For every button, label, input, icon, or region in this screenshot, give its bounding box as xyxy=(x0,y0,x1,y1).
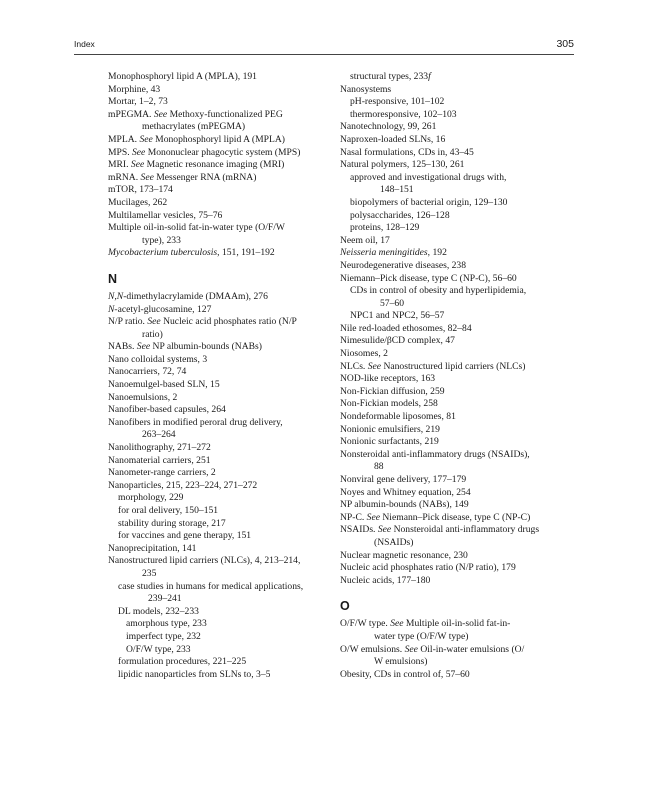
index-entry: N-acetyl-glucosamine, 127 xyxy=(108,303,212,315)
index-entry: 57–60 xyxy=(380,297,404,309)
index-entry: N,N-dimethylacrylamide (DMAAm), 276 xyxy=(108,290,268,302)
index-entry: Nucleic acids, 177–180 xyxy=(340,574,431,586)
index-entry: NOD-like receptors, 163 xyxy=(340,373,436,385)
index-entry: Multiple oil-in-solid fat-in-water type (O/F/W xyxy=(108,222,285,234)
index-entry: Neem oil, 17 xyxy=(340,234,390,246)
index-entry: 148–151 xyxy=(380,184,414,196)
index-entry: Nimesulide/βCD complex, 47 xyxy=(340,335,455,347)
index-entry: N/P ratio. See Nucleic acid phosphates ratio (N/P xyxy=(108,316,297,328)
index-entry: Nonsteroidal anti-inflammatory drugs (NSAIDs), xyxy=(340,448,530,460)
section-letter-heading: N xyxy=(108,271,118,286)
index-entry: ratio) xyxy=(142,328,163,340)
index-entry: water type (O/F/W type) xyxy=(374,630,469,642)
index-entry: case studies in humans for medical applications, xyxy=(118,580,304,592)
index-entry: Obesity, CDs in control of, 57–60 xyxy=(340,668,470,680)
index-entry: O/F/W type, 233 xyxy=(126,643,191,655)
index-entry: NSAIDs. See Nonsteroidal anti-inflammatory drugs xyxy=(340,524,540,536)
section-letter-heading: O xyxy=(340,599,350,614)
page-number: 305 xyxy=(556,38,574,50)
index-entry: Non-Fickian diffusion, 259 xyxy=(340,385,445,397)
index-entry: Nucleic acid phosphates ratio (N/P ratio), 179 xyxy=(340,562,516,574)
index-entry: mTOR, 173–174 xyxy=(108,184,173,196)
index-entry: Multilamellar vesicles, 75–76 xyxy=(108,209,223,221)
index-entry: Nanocarriers, 72, 74 xyxy=(108,366,187,378)
index-entry: NPC1 and NPC2, 56–57 xyxy=(350,310,445,322)
index-entry: Nondeformable liposomes, 81 xyxy=(340,411,456,423)
index-entry: MRI. See Magnetic resonance imaging (MRI) xyxy=(108,159,285,171)
index-entry: amorphous type, 233 xyxy=(126,618,207,630)
index-entry: Nanolithography, 271–272 xyxy=(108,442,211,454)
index-entry: structural types, 233f xyxy=(350,71,431,82)
index-column-left xyxy=(108,71,338,681)
index-entry: mPEGMA. See Methoxy-functionalized PEG xyxy=(108,108,283,120)
index-entry: 88 xyxy=(374,461,384,473)
index-entry: Nanoprecipitation, 141 xyxy=(108,542,197,554)
index-entry: Mucilages, 262 xyxy=(108,196,168,208)
index-entry: pH-responsive, 101–102 xyxy=(350,96,445,108)
index-entry: Nuclear magnetic resonance, 230 xyxy=(340,549,468,561)
index-entry: Nanostructured lipid carriers (NLCs), 4, 213–214, xyxy=(108,555,301,567)
index-entry: Nonionic surfactants, 219 xyxy=(340,436,439,448)
index-entry: Niemann–Pick disease, type C (NP-C), 56–60 xyxy=(340,272,517,284)
index-entry: Nanoparticles, 215, 223–224, 271–272 xyxy=(108,479,258,491)
index-entry: Mortar, 1–2, 73 xyxy=(108,96,168,108)
index-entry: O/F/W type. See Multiple oil-in-solid fat-in- xyxy=(340,618,511,630)
section-title: Index xyxy=(74,39,95,49)
index-entry: Morphine, 43 xyxy=(108,83,161,95)
index-entry: Nile red-loaded ethosomes, 82–84 xyxy=(340,322,472,334)
index-entry: morphology, 229 xyxy=(118,492,184,504)
index-entry: NABs. See NP albumin-bounds (NABs) xyxy=(108,341,262,353)
index-entry: for oral delivery, 150–151 xyxy=(118,505,219,516)
index-entry: thermoresponsive, 102–103 xyxy=(350,108,457,120)
index-entry: Nanometer-range carriers, 2 xyxy=(108,467,216,479)
index-entry: stability during storage, 217 xyxy=(118,517,226,529)
index-entry: for vaccines and gene therapy, 151 xyxy=(118,530,252,542)
index-entry: Nasal formulations, CDs in, 43–45 xyxy=(340,146,474,158)
index-entry: Nanotechnology, 99, 261 xyxy=(340,121,437,133)
index-entry: Monophosphoryl lipid A (MPLA), 191 xyxy=(108,71,257,82)
index-entry: O/W emulsions. See Oil-in-water emulsions (O/ xyxy=(340,643,525,655)
index-entry: (NSAIDs) xyxy=(374,536,414,548)
index-entry: 263–264 xyxy=(142,429,176,441)
index-entry: 235 xyxy=(142,567,157,579)
index-entry: lipidic nanoparticles from SLNs to, 3–5 xyxy=(118,668,271,680)
index-entry: Natural polymers, 125–130, 261 xyxy=(340,159,465,171)
index-entry: DL models, 232–233 xyxy=(118,605,199,617)
index-column-right xyxy=(340,71,585,681)
index-entry: NP albumin-bounds (NABs), 149 xyxy=(340,499,469,511)
index-entry: Nanofibers in modified peroral drug delivery, xyxy=(108,416,283,428)
index-entry: proteins, 128–129 xyxy=(350,222,420,234)
index-entry: approved and investigational drugs with, xyxy=(350,171,507,183)
index-entry: Nanoemulsions, 2 xyxy=(108,391,178,403)
running-header xyxy=(74,38,574,55)
index-entry: Nanoemulgel-based SLN, 15 xyxy=(108,379,220,391)
index-entry: CDs in control of obesity and hyperlipidemia, xyxy=(350,285,527,297)
index-entry: formulation procedures, 221–225 xyxy=(118,656,247,668)
index-entry: NLCs. See Nanostructured lipid carriers (NLCs) xyxy=(340,360,526,372)
index-entry: Niosomes, 2 xyxy=(340,348,388,360)
index-entry: Neurodegenerative diseases, 238 xyxy=(340,259,467,271)
index-entry: Naproxen-loaded SLNs, 16 xyxy=(340,133,446,145)
index-entry: Nonionic emulsifiers, 219 xyxy=(340,423,440,435)
index-entry: Mycobacterium tuberculosis, 151, 191–192 xyxy=(108,247,275,259)
index-entry: MPS. See Mononuclear phagocytic system (MPS) xyxy=(108,146,301,158)
index-entry: Nanosystems xyxy=(340,83,392,95)
index-entry: Nanomaterial carriers, 251 xyxy=(108,454,211,466)
index-entry: Non-Fickian models, 258 xyxy=(340,398,438,410)
index-entry: Nanofiber-based capsules, 264 xyxy=(108,404,226,416)
index-entry: methacrylates (mPEGMA) xyxy=(142,121,246,133)
index-entry: Nano colloidal systems, 3 xyxy=(108,353,208,365)
index-entry: Nonviral gene delivery, 177–179 xyxy=(340,474,467,485)
index-entry: Neisseria meningitides, 192 xyxy=(340,247,447,259)
index-entry: NP-C. See Niemann–Pick disease, type C (NP-C) xyxy=(340,511,531,523)
index-entry: imperfect type, 232 xyxy=(126,630,201,642)
index-entry: biopolymers of bacterial origin, 129–130 xyxy=(350,196,508,208)
index-entry: type), 233 xyxy=(142,234,181,246)
index-entry: polysaccharides, 126–128 xyxy=(350,209,450,221)
index-entry: 239–241 xyxy=(148,593,182,605)
index-entry: mRNA. See Messenger RNA (mRNA) xyxy=(108,171,257,183)
index-entry: W emulsions) xyxy=(374,656,428,668)
index-entry: Noyes and Whitney equation, 254 xyxy=(340,486,471,498)
index-entry: MPLA. See Monophosphoryl lipid A (MPLA) xyxy=(108,133,285,145)
